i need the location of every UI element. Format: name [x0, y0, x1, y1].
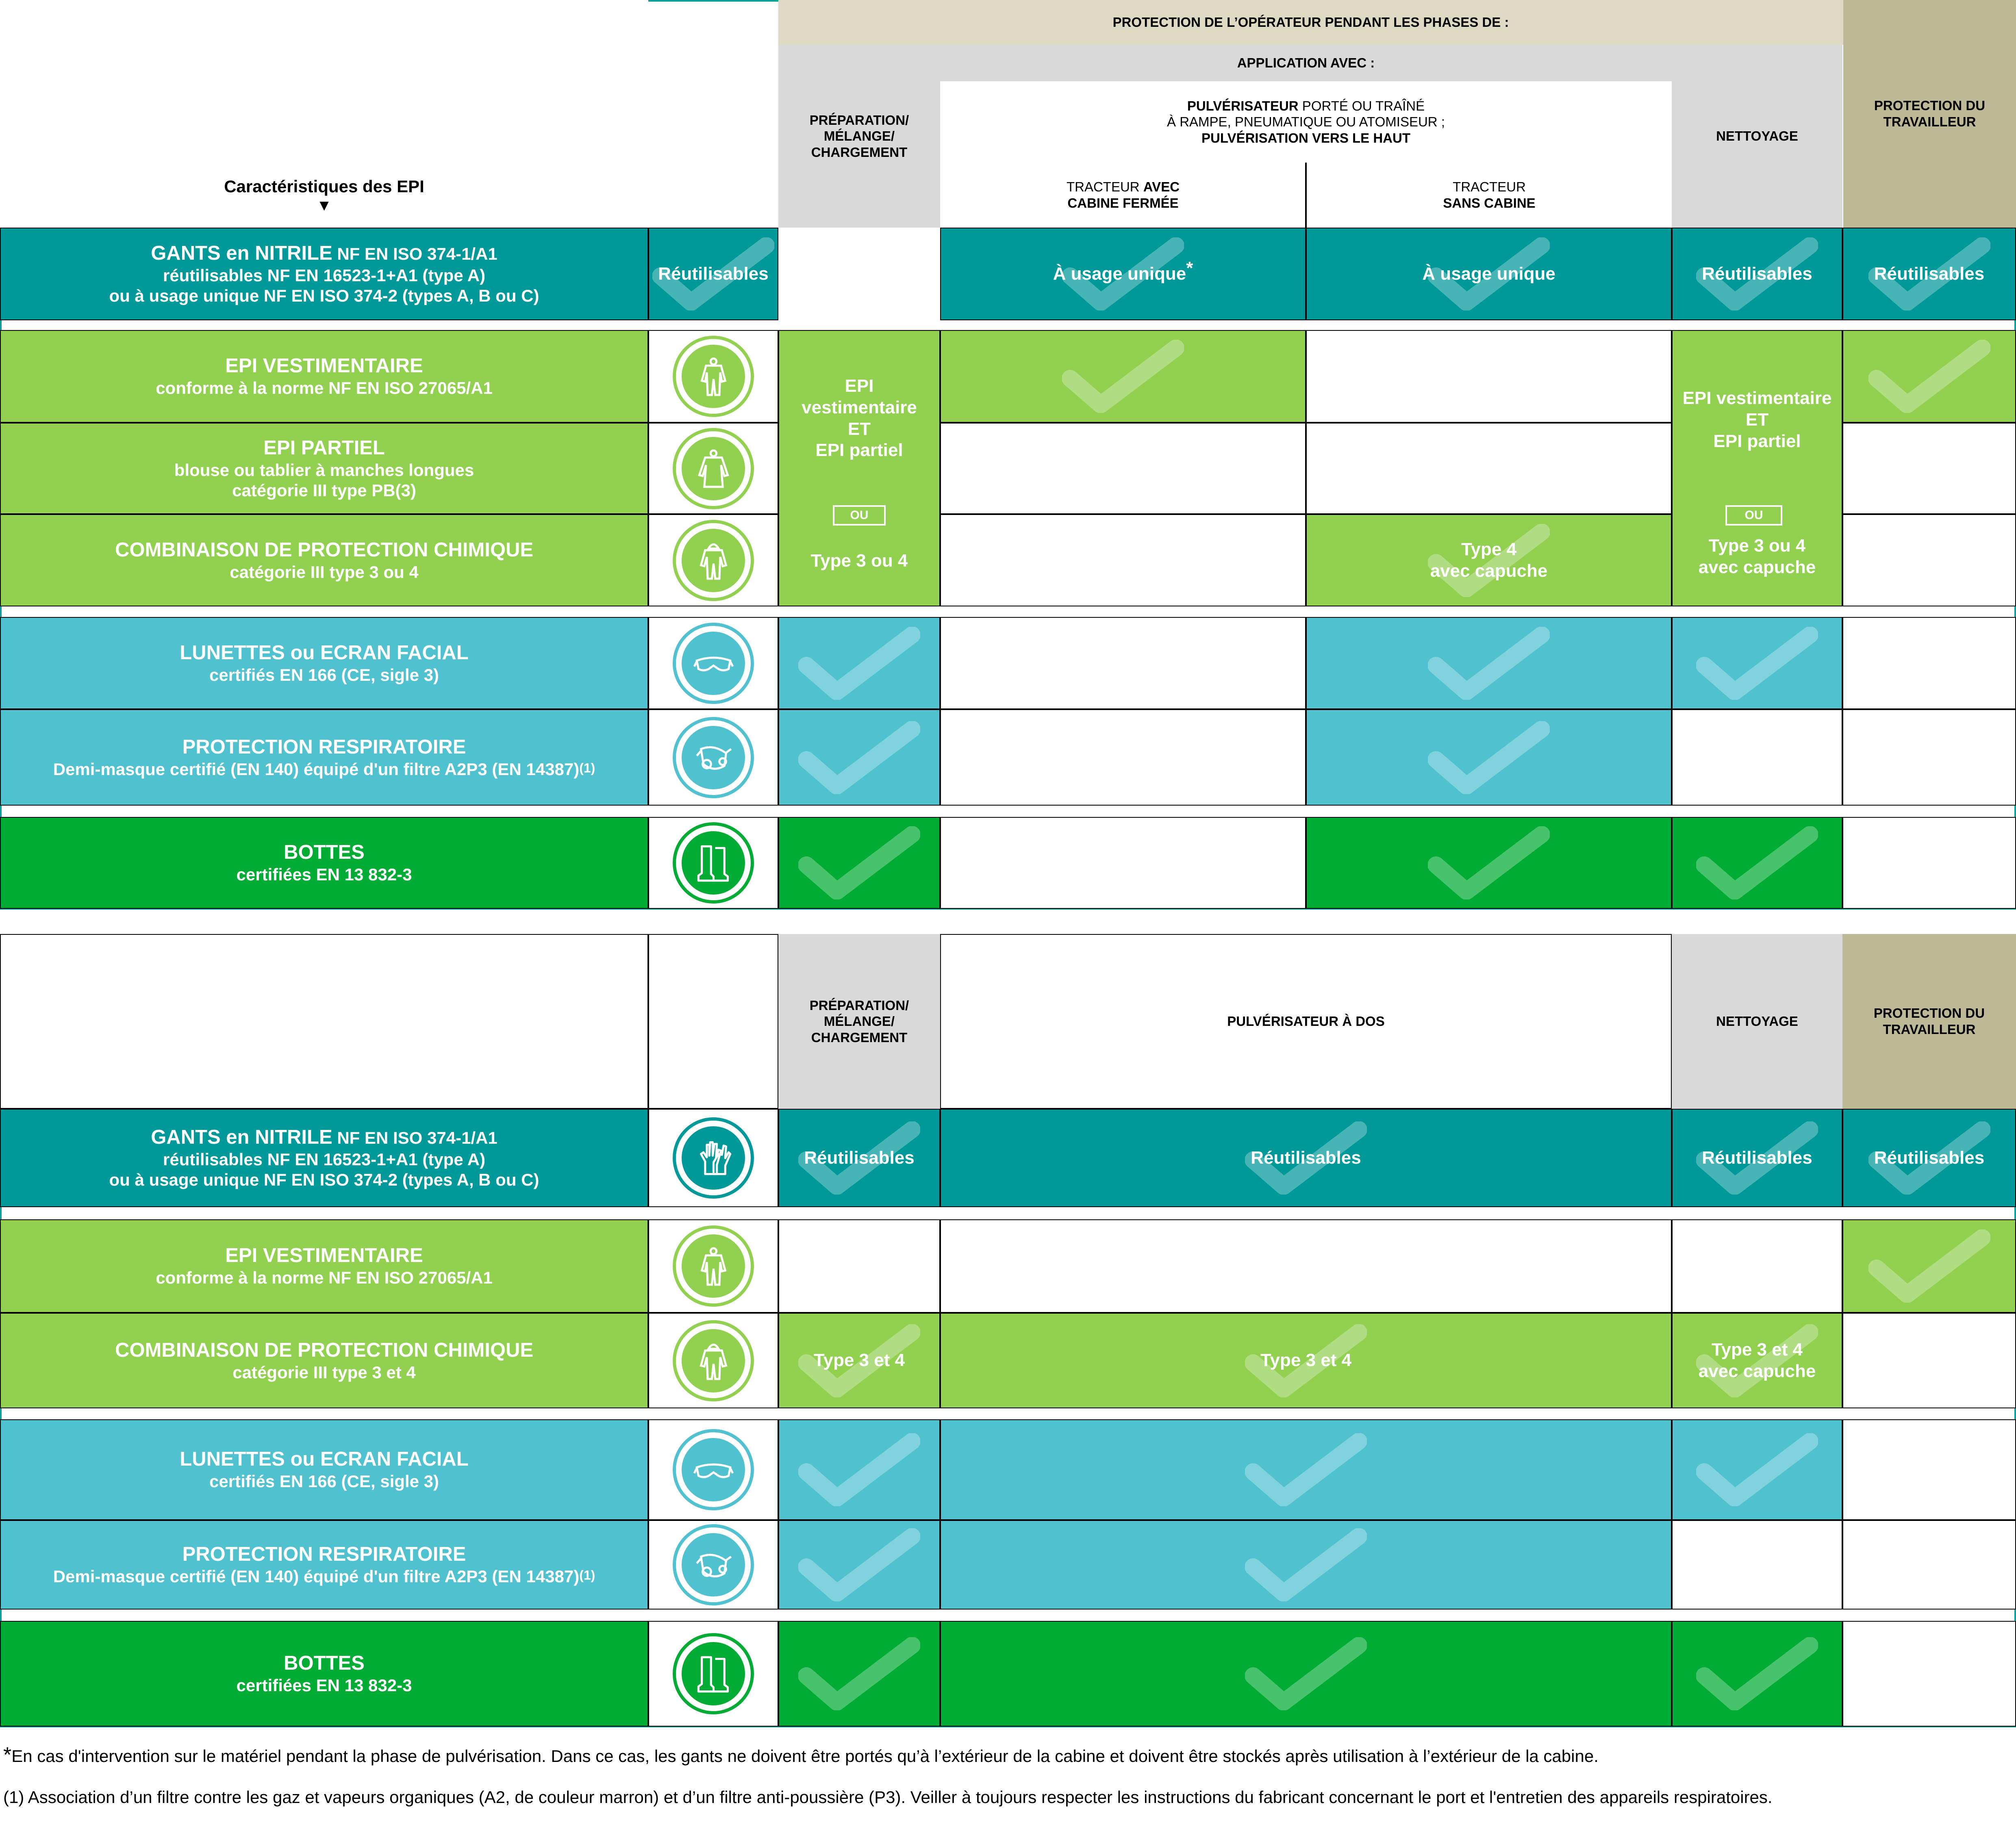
lunettes-label-line-1 — [209, 665, 439, 685]
cabine-lunettes-cell — [940, 617, 1306, 709]
tracteur-sans-cabine: SANS CABINE — [1443, 195, 1536, 211]
travailleur-h1: PROTECTION DU — [1874, 98, 1986, 113]
pulverisateur-rest: PORTÉ OU TRAÎNÉ — [1298, 98, 1425, 113]
nett-type-l2 — [1699, 557, 1816, 578]
gants-label-line-2 — [109, 286, 539, 306]
gloves-icon-disc — [682, 1126, 745, 1190]
gants-sans_cabine-text: À usage unique — [1422, 263, 1555, 284]
prep-merged-line-3 — [815, 440, 903, 461]
prep2-h1: PRÉPARATION/ — [809, 997, 909, 1013]
bottes2-title: BOTTES — [284, 1652, 365, 1675]
prep2-h1-line — [810, 997, 909, 1014]
vestimentaire-label — [0, 330, 648, 423]
gants2-prep-text: Réutilisables — [804, 1147, 915, 1168]
bottes2-norm: certifiées EN 13 832-3 — [236, 1676, 412, 1695]
dos-resp-cell — [940, 1520, 1672, 1610]
lunettes2-label — [0, 1419, 648, 1520]
respiratoire-label — [0, 709, 648, 806]
sans-type-2: avec capuche — [1430, 560, 1548, 581]
sans-type-1: Type 4 — [1461, 539, 1517, 559]
partiel-label-line-1 — [174, 460, 474, 480]
row-header-title: Caractéristiques des EPI — [224, 177, 424, 196]
pulverisateur-header — [940, 81, 1672, 163]
nett2-vest-cell — [1672, 1219, 1842, 1313]
trav2-h2-line — [1883, 1021, 1976, 1038]
nett-type-2: avec capuche — [1698, 557, 1816, 577]
gloves-icon — [673, 1117, 754, 1199]
respiratoire2-sup: (1) — [579, 1568, 595, 1583]
vestimentaire2-title: EPI VESTIMENTAIRE — [225, 1245, 423, 1267]
table-2-preparation-header — [778, 934, 940, 1109]
nett-merged-line-1 — [1746, 409, 1768, 431]
nett2-comb-1: Type 3 et 4 — [1711, 1339, 1803, 1360]
gants2-dos-text: Réutilisables — [1251, 1147, 1361, 1168]
prep-type-value: Type 3 ou 4 — [810, 550, 908, 571]
cabine-partiel-cell — [940, 423, 1306, 514]
check-mark-icon — [798, 826, 920, 899]
check-mark-icon — [1696, 826, 1818, 899]
gants-label — [0, 228, 648, 320]
apron-icon — [673, 428, 754, 509]
prep2-comb-text: Type 3 et 4 — [813, 1350, 905, 1371]
dos-comb-cell — [940, 1313, 1672, 1408]
dos-comb-text: Type 3 et 4 — [1260, 1350, 1352, 1371]
dos-vest-cell — [940, 1219, 1672, 1313]
pulverisateur-l3: PULVÉRISATION VERS LE HAUT — [1201, 130, 1410, 146]
nett-merged-text: EPI partiel — [1713, 431, 1801, 451]
pulverisateur-line-2 — [1167, 114, 1445, 130]
suit-icon-disc — [682, 529, 745, 592]
gants-travailleur-text: Réutilisables — [1874, 263, 1985, 284]
row-header-cell — [0, 0, 648, 228]
trav-resp-cell — [1842, 709, 2016, 806]
trav2-comb-cell — [1842, 1313, 2016, 1408]
respiratoire2-norm: Demi-masque certifié (EN 140) équipé d'un filtre A2P3 (EN 14387) — [53, 1567, 580, 1586]
prep2-bottes-cell — [778, 1621, 940, 1727]
cabine-vestimentaire-cell — [940, 330, 1306, 423]
respiratoire2-label-line-0 — [182, 1542, 466, 1566]
check-mark-icon — [798, 627, 920, 700]
gants2-travailleur-cell — [1842, 1109, 2016, 1207]
respiratoire2-title: PROTECTION RESPIRATOIRE — [182, 1543, 466, 1566]
vestimentaire2-norm: conforme à la norme NF EN ISO 27065/A1 — [156, 1268, 493, 1288]
gants-cabine-asterisk: * — [1186, 258, 1193, 278]
gants-prep-cell — [648, 228, 778, 320]
combinaison-label — [0, 514, 648, 606]
nett-lunettes-cell — [1672, 617, 1842, 709]
partiel-title: EPI PARTIEL — [263, 437, 385, 459]
partiel-category: catégorie III type PB(3) — [232, 480, 416, 500]
nett-type-l1 — [1709, 535, 1806, 557]
nett2-lun-cell — [1672, 1419, 1842, 1520]
vestimentaire2-label-line-0 — [225, 1244, 423, 1268]
trav2-h1-line — [1874, 1005, 1985, 1021]
nettoyage-type-text — [1672, 530, 1842, 583]
trav2-lun-cell — [1842, 1419, 2016, 1520]
combinaison-category: catégorie III type 3 ou 4 — [230, 562, 419, 582]
prep2-vest-cell — [778, 1219, 940, 1313]
tracteur-sans-header — [1307, 163, 1672, 228]
row-header-arrow: ▼ — [316, 197, 332, 215]
respiratoire2-label — [0, 1520, 648, 1610]
gants-usage-unique: ou à usage unique NF EN ISO 374-2 (types A, B ou C) — [109, 286, 539, 306]
prep2-resp-cell — [778, 1520, 940, 1610]
gants2-label — [0, 1109, 648, 1207]
trav-vestimentaire-cell — [1842, 330, 2016, 423]
dos-header-text: PULVÉRISATEUR À DOS — [1227, 1014, 1385, 1029]
combinaison2-category: catégorie III type 3 et 4 — [232, 1362, 416, 1382]
sans-vestimentaire-cell — [1306, 330, 1672, 423]
lunettes2-label-line-1 — [209, 1471, 439, 1492]
check-mark-icon — [1245, 1528, 1367, 1601]
table-2-nettoyage-header — [1672, 934, 1842, 1109]
nett2-bottes-cell — [1672, 1621, 1842, 1727]
respiratoire-norm: Demi-masque certifié (EN 140) équipé d'un filtre A2P3 (EN 14387) — [53, 759, 580, 779]
prep-type-text — [778, 541, 940, 581]
partiel-desc: blouse ou tablier à manches longues — [174, 460, 474, 480]
combinaison2-label — [0, 1313, 648, 1408]
prep-merged-text: EPI — [845, 376, 874, 396]
tracteur-sans-l2 — [1443, 195, 1535, 211]
cabine-combinaison-cell — [940, 514, 1306, 606]
nett-type-1: Type 3 ou 4 — [1708, 536, 1806, 556]
gants-norm: NF EN ISO 374-1/A1 — [332, 244, 497, 264]
nett-merged-line-2 — [1713, 431, 1801, 452]
nettoyage-header — [1672, 45, 1842, 228]
mask-icon — [673, 717, 754, 798]
dos-bottes-cell — [940, 1621, 1672, 1727]
check-mark-icon — [1245, 1637, 1367, 1710]
sans-bottes-cell — [1306, 817, 1672, 909]
tracteur-sans-word: TRACTEUR — [1453, 179, 1526, 195]
tracteur-sans-l1 — [1453, 179, 1526, 195]
pulverisateur-bold: PULVÉRISATEUR — [1187, 98, 1299, 113]
nett-merged-text: ET — [1745, 409, 1769, 430]
mask-icon — [673, 1524, 754, 1605]
suit-icon — [673, 520, 754, 601]
table-2-dos-header — [940, 934, 1672, 1109]
gants2-label-line-0 — [151, 1125, 497, 1149]
goggles-icon-disc — [682, 632, 745, 695]
prep-h2: MÉLANGE/ — [823, 128, 895, 144]
lunettes-label-line-0 — [180, 641, 468, 665]
vestimentaire-title: EPI VESTIMENTAIRE — [225, 355, 423, 377]
apron-icon-disc — [682, 437, 745, 500]
prep2-h2-line — [824, 1013, 895, 1030]
prep2-lun-cell — [778, 1419, 940, 1520]
check-mark-icon — [798, 1528, 920, 1601]
footnote-1 — [3, 1788, 1773, 1807]
gants-sans_cabine-cell — [1306, 228, 1672, 320]
prep-merged-text: vestimentaire — [802, 397, 917, 417]
check-mark-icon — [1062, 340, 1184, 413]
travailleur-header — [1843, 0, 2016, 228]
trav2-h1: PROTECTION DU — [1873, 1006, 1985, 1021]
bottes-title: BOTTES — [284, 841, 365, 864]
tracteur-cabine-ferme: CABINE FERMÉE — [1067, 195, 1179, 211]
prep-h2-line — [824, 128, 895, 144]
top-header-text: PROTECTION DE L’OPÉRATEUR PENDANT LES PHASES DE : — [1112, 15, 1509, 30]
vestimentaire2-label-line-1 — [156, 1268, 493, 1288]
gants-nettoyage-text: Réutilisables — [1702, 263, 1812, 284]
vestimentaire-label-line-0 — [225, 354, 423, 378]
gants-prep-text: Réutilisables — [658, 263, 769, 284]
check-mark-icon — [1428, 721, 1550, 794]
application-header-text: APPLICATION AVEC : — [1237, 55, 1375, 71]
prep-ou-text: OU — [850, 508, 869, 522]
check-mark-icon — [798, 1637, 920, 1710]
footnote-star-text: En cas d'intervention sur le matériel pendant la phase de pulvérisation. Dans ce cas, les gants ne doivent être portés qu’à l’extérieur de la cabine et doivent être stockés après utilisation à l’extérieur de la cabine. — [11, 1746, 1599, 1766]
prep-lunettes-cell — [778, 617, 940, 709]
prep-merged-text: ET — [847, 419, 871, 439]
boots-icon — [673, 1633, 754, 1714]
check-mark-icon — [1428, 826, 1550, 899]
suit-icon — [673, 1320, 754, 1401]
sans-resp-cell — [1306, 709, 1672, 806]
suit-icon-disc — [682, 1329, 745, 1392]
top-header — [778, 0, 1843, 45]
lunettes2-norm: certifiés EN 166 (CE, sigle 3) — [209, 1472, 439, 1491]
prep-merged-line-2 — [848, 419, 871, 440]
prep-h3: CHARGEMENT — [811, 144, 908, 160]
nett2-comb-cell — [1672, 1313, 1842, 1408]
prep-merged-line-0 — [845, 376, 874, 397]
tracteur-cabine-word: TRACTEUR — [1066, 179, 1143, 195]
trav2-resp-cell — [1842, 1520, 2016, 1610]
trav2-h2: TRAVAILLEUR — [1883, 1022, 1976, 1037]
sans-combinaison-cell — [1306, 514, 1672, 606]
cabine-bottes-cell — [940, 817, 1306, 909]
gants-label-line-0 — [151, 241, 497, 265]
respiratoire2-label-line-1 — [53, 1566, 595, 1587]
nett-merged-text: EPI vestimentaire — [1682, 388, 1832, 408]
gants2-reutilisables: réutilisables NF EN 16523-1+A1 (type A) — [163, 1150, 486, 1169]
check-mark-icon — [798, 1433, 920, 1506]
application-header — [940, 45, 1672, 81]
gants-travailleur-cell — [1842, 228, 2016, 320]
tracteur-cabine-avec: AVEC — [1143, 179, 1180, 195]
nettoyage-ou-badge — [1725, 505, 1782, 526]
partiel-label-line-2 — [232, 480, 416, 501]
partiel-label — [0, 423, 648, 514]
cabine-resp-cell — [940, 709, 1306, 806]
gants-cabine-cell — [940, 228, 1306, 320]
pulverisateur-line-3 — [1201, 130, 1410, 146]
gants2-prep-cell — [778, 1109, 940, 1207]
vestimentaire2-label — [0, 1219, 648, 1313]
nett-ou-text: OU — [1744, 508, 1763, 522]
sans-partiel-cell — [1306, 423, 1672, 514]
gants-title: GANTS en NITRILE — [151, 242, 332, 265]
prep-merged-line-1 — [802, 397, 917, 419]
combinaison-title: COMBINAISON DE PROTECTION CHIMIQUE — [115, 539, 534, 561]
lunettes-label — [0, 617, 648, 709]
prep2-comb-cell — [778, 1313, 940, 1408]
lunettes-norm: certifiés EN 166 (CE, sigle 3) — [209, 665, 439, 684]
table-2-blank-header-icon — [648, 934, 778, 1109]
tracteur-cabine-header — [940, 163, 1306, 228]
trav-combinaison-cell — [1842, 514, 2016, 606]
check-mark-icon — [1696, 1637, 1818, 1710]
bottes2-label-line-0 — [284, 1651, 365, 1675]
gants-reutilisables: réutilisables NF EN 16523-1+A1 (type A) — [163, 266, 486, 285]
check-mark-icon — [798, 721, 920, 794]
nett2-header-text: NETTOYAGE — [1716, 1014, 1798, 1029]
gants-cabine-text: À usage unique — [1053, 263, 1186, 284]
mask-icon-disc — [682, 1533, 745, 1597]
bottes2-label-line-1 — [237, 1675, 412, 1696]
prep2-h3: CHARGEMENT — [811, 1030, 908, 1045]
gants2-title: GANTS en NITRILE — [151, 1126, 332, 1149]
coverall-icon-disc — [682, 345, 745, 408]
footnote-1-text: (1) Association d’un filtre contre les gaz et vapeurs organiques (A2, de couleur marron) et d’un filtre anti-poussière (P3). Veiller à toujours respecter les instructions du fabricant concernant le port et l'entretien des appareils respiratoires. — [3, 1788, 1773, 1807]
gants-label-line-1 — [163, 265, 485, 286]
table-2-travailleur-header — [1842, 934, 2016, 1109]
preparation-header — [778, 45, 940, 228]
mask-icon-disc — [682, 726, 745, 789]
respiratoire-title: PROTECTION RESPIRATOIRE — [182, 736, 466, 758]
prep-merged-text: EPI partiel — [815, 440, 903, 461]
respiratoire-label-line-1 — [53, 759, 595, 780]
nettoyage-header-text: NETTOYAGE — [1716, 128, 1798, 144]
footnote-star-mark: * — [3, 1743, 12, 1767]
gants2-nettoyage-cell — [1672, 1109, 1842, 1207]
nett-resp-cell — [1672, 709, 1842, 806]
prep-h3-line — [811, 144, 908, 161]
nett2-resp-cell — [1672, 1520, 1842, 1610]
gants2-nettoyage-text: Réutilisables — [1702, 1147, 1812, 1168]
prep2-h2: MÉLANGE/ — [823, 1014, 895, 1029]
nett2-comb-2: avec capuche — [1698, 1361, 1816, 1381]
prep-ou-badge — [833, 505, 886, 526]
lunettes2-title: LUNETTES ou ECRAN FACIAL — [180, 1448, 469, 1471]
check-mark-icon — [1696, 627, 1818, 700]
combinaison-label-line-1 — [230, 562, 418, 582]
check-mark-icon — [1868, 340, 1990, 413]
coverall-icon — [673, 336, 754, 417]
boots-icon-disc — [682, 831, 745, 895]
combinaison2-label-line-0 — [115, 1338, 533, 1362]
tracteur-cabine-l2 — [1067, 195, 1178, 211]
nett-merged-line-0 — [1683, 388, 1832, 409]
lunettes-title: LUNETTES ou ECRAN FACIAL — [180, 641, 469, 664]
respiratoire-sup: (1) — [579, 760, 595, 775]
trav2-bottes-cell — [1842, 1621, 2016, 1727]
gants2-travailleur-text: Réutilisables — [1874, 1147, 1985, 1168]
trav-lunettes-cell — [1842, 617, 2016, 709]
bottes-label-line-1 — [237, 865, 412, 885]
check-mark-icon — [1428, 524, 1550, 597]
boots-icon-disc — [682, 1642, 745, 1705]
goggles-icon — [673, 1429, 754, 1510]
prep-h1: PRÉPARATION/ — [809, 112, 909, 128]
travailleur-h1-line — [1874, 98, 1985, 114]
prep-h1-line — [810, 112, 909, 128]
pulverisateur-line-1 — [1187, 98, 1425, 114]
travailleur-h2: TRAVAILLEUR — [1883, 114, 1976, 129]
vestimentaire-label-line-1 — [156, 378, 493, 398]
goggles-icon-disc — [682, 1438, 745, 1501]
dos-lun-cell — [940, 1419, 1672, 1520]
combinaison2-label-line-1 — [232, 1362, 416, 1383]
gants2-norm: NF EN ISO 374-1/A1 — [332, 1128, 497, 1148]
bottes-norm: certifiées EN 13 832-3 — [236, 865, 412, 884]
combinaison2-title: COMBINAISON DE PROTECTION CHIMIQUE — [115, 1339, 534, 1361]
boots-icon — [673, 822, 754, 904]
vestimentaire-norm: conforme à la norme NF EN ISO 27065/A1 — [156, 378, 493, 398]
partiel-label-line-0 — [263, 436, 385, 460]
check-mark-icon — [1696, 1433, 1818, 1506]
footnote-star — [3, 1743, 1599, 1767]
combinaison-label-line-0 — [115, 538, 533, 562]
check-mark-icon — [1428, 627, 1550, 700]
trav2-vest-cell — [1842, 1219, 2016, 1313]
row-header-text — [224, 176, 424, 215]
trav-partiel-cell — [1842, 423, 2016, 514]
bottes-label-line-0 — [284, 841, 365, 865]
table-2-blank-header — [0, 934, 648, 1109]
gants2-dos-cell — [940, 1109, 1672, 1207]
travailleur-h2-line — [1883, 114, 1976, 130]
prep-resp-cell — [778, 709, 940, 806]
check-mark-icon — [1868, 1229, 1990, 1303]
pulverisateur-l2: À RAMPE, PNEUMATIQUE OU ATOMISEUR ; — [1167, 114, 1445, 130]
bottes-label — [0, 817, 648, 909]
check-mark-icon — [1696, 1324, 1818, 1397]
gants2-label-line-1 — [163, 1149, 485, 1170]
check-mark-icon — [1245, 1433, 1367, 1506]
coverall-icon-disc — [682, 1234, 745, 1298]
prep-bottes-cell — [778, 817, 940, 909]
trav-bottes-cell — [1842, 817, 2016, 909]
coverall-icon — [673, 1225, 754, 1307]
goggles-icon — [673, 623, 754, 704]
respiratoire-label-line-0 — [182, 735, 466, 759]
gants2-label-line-2 — [109, 1170, 539, 1190]
sans-lunettes-cell — [1306, 617, 1672, 709]
nett-bottes-cell — [1672, 817, 1842, 909]
gants2-usage-unique: ou à usage unique NF EN ISO 374-2 (types A, B ou C) — [109, 1170, 539, 1190]
tracteur-cabine-l1 — [1067, 179, 1180, 195]
lunettes2-label-line-0 — [180, 1447, 468, 1471]
bottes2-label — [0, 1621, 648, 1727]
gants-nettoyage-cell — [1672, 228, 1842, 320]
prep2-h3-line — [811, 1030, 908, 1046]
